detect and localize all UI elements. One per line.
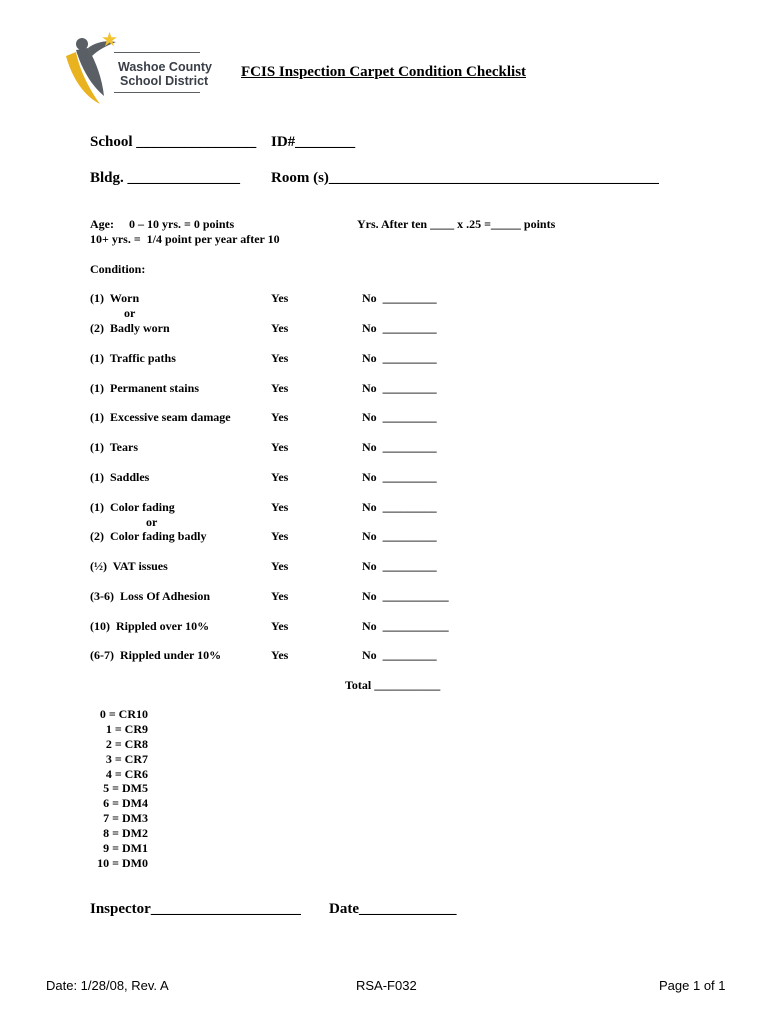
condition-item: (2) Color fading badly <box>90 529 207 543</box>
yes-option[interactable]: Yes <box>271 291 289 305</box>
inspector-field[interactable]: Inspector____________________ <box>90 901 301 917</box>
no-option[interactable]: No ___________ <box>362 589 449 603</box>
scale-entry: 5 = DM5 <box>103 781 148 795</box>
scale-entry: 0 = CR10 <box>99 707 148 721</box>
condition-item: (1) Saddles <box>90 470 150 484</box>
condition-item: (1) Excessive seam damage <box>90 410 231 424</box>
yes-option[interactable]: Yes <box>271 648 289 662</box>
yes-option[interactable]: Yes <box>271 529 289 543</box>
no-option[interactable]: No _________ <box>362 648 437 662</box>
condition-item: (3-6) Loss Of Adhesion <box>90 589 211 603</box>
years-after-ten-field[interactable]: Yrs. After ten ____ x .25 =_____ points <box>357 217 556 231</box>
condition-item: (6-7) Rippled under 10% <box>90 648 222 662</box>
scale-entry: 8 = DM2 <box>103 826 148 840</box>
no-option[interactable]: No _________ <box>362 381 437 395</box>
age-rule-line2: 10+ yrs. = 1/4 point per year after 10 <box>90 232 280 246</box>
scale-entry: 9 = DM1 <box>103 841 148 855</box>
condition-label: Condition: <box>90 262 146 276</box>
scale-entry: 3 = CR7 <box>105 752 148 766</box>
room-field[interactable]: Room (s)____________________________________________ <box>271 170 659 186</box>
yes-option[interactable]: Yes <box>271 351 289 365</box>
logo-text-line1: Washoe County <box>118 60 212 74</box>
scale-entry: 2 = CR8 <box>105 737 148 751</box>
condition-item: (10) Rippled over 10% <box>90 619 210 633</box>
scale-entry: 10 = DM0 <box>97 856 148 870</box>
no-option[interactable]: No ___________ <box>362 619 449 633</box>
yes-option[interactable]: Yes <box>271 381 289 395</box>
condition-item: (1) Color fading <box>90 500 175 514</box>
footer-form-number: RSA-F032 <box>356 978 417 993</box>
age-rule-line1: Age: 0 – 10 yrs. = 0 points <box>90 217 235 231</box>
yes-option[interactable]: Yes <box>271 410 289 424</box>
yes-option[interactable]: Yes <box>271 500 289 514</box>
condition-item: (1) Traffic paths <box>90 351 176 365</box>
date-field[interactable]: Date_____________ <box>329 901 457 917</box>
footer-revision-date: Date: 1/28/08, Rev. A <box>46 978 169 993</box>
no-option[interactable]: No _________ <box>362 500 437 514</box>
logo-text-line2: School District <box>120 74 209 88</box>
yes-option[interactable]: Yes <box>271 440 289 454</box>
or-connector: or <box>146 515 158 529</box>
no-option[interactable]: No _________ <box>362 559 437 573</box>
condition-item: (2) Badly worn <box>90 321 170 335</box>
yes-option[interactable]: Yes <box>271 470 289 484</box>
no-option[interactable]: No _________ <box>362 351 437 365</box>
condition-item: (1) Permanent stains <box>90 381 199 395</box>
condition-item: (1) Worn <box>90 291 140 305</box>
scale-entry: 6 = DM4 <box>103 796 148 810</box>
total-field[interactable]: Total ___________ <box>345 678 441 692</box>
district-logo <box>62 30 212 108</box>
id-field[interactable]: ID#________ <box>271 134 356 150</box>
condition-item: (½) VAT issues <box>90 559 168 573</box>
no-option[interactable]: No _________ <box>362 410 437 424</box>
scale-entry: 4 = CR6 <box>105 767 148 781</box>
yes-option[interactable]: Yes <box>271 589 289 603</box>
yes-option[interactable]: Yes <box>271 619 289 633</box>
scale-entry: 7 = DM3 <box>103 811 148 825</box>
yes-option[interactable]: Yes <box>271 321 289 335</box>
no-option[interactable]: No _________ <box>362 291 437 305</box>
or-connector: or <box>124 306 136 320</box>
page-title: FCIS Inspection Carpet Condition Checklist <box>241 64 527 80</box>
condition-item: (1) Tears <box>90 440 138 454</box>
school-field[interactable]: School ________________ <box>90 134 257 150</box>
footer-page-number: Page 1 of 1 <box>659 978 726 993</box>
no-option[interactable]: No _________ <box>362 529 437 543</box>
scale-entry: 1 = CR9 <box>105 722 148 736</box>
logo-figure-icon <box>62 30 122 108</box>
no-option[interactable]: No _________ <box>362 440 437 454</box>
bldg-field[interactable]: Bldg. _______________ <box>90 170 241 186</box>
no-option[interactable]: No _________ <box>362 470 437 484</box>
no-option[interactable]: No _________ <box>362 321 437 335</box>
yes-option[interactable]: Yes <box>271 559 289 573</box>
